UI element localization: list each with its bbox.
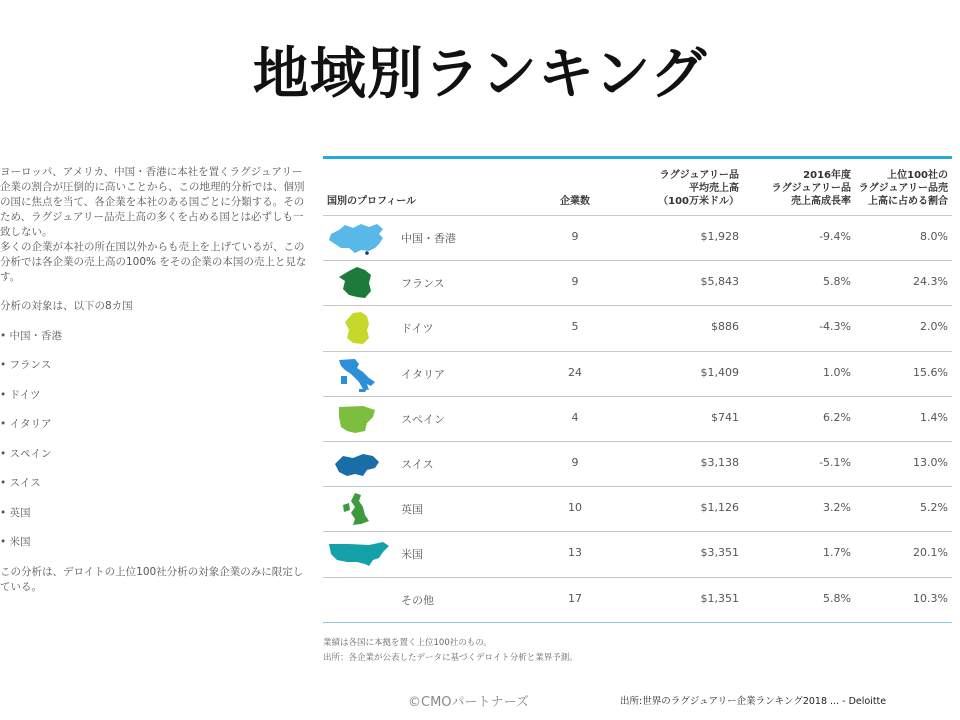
closing-note: この分析は、デロイトの上位100社分析の対象企業のみに限定している。	[0, 565, 304, 593]
country-table	[323, 156, 952, 623]
header-share: 上位100社の ラグジュアリー品売 上高に占める割合	[858, 170, 948, 207]
row-avg-sales: $886	[711, 320, 739, 334]
row-growth: 6.2%	[823, 410, 851, 424]
row-growth: 1.7%	[823, 546, 851, 560]
bullet-item: • スペイン	[0, 447, 310, 462]
row-avg-sales: $5,843	[700, 275, 739, 289]
bullet-item: • 米国	[0, 535, 310, 550]
row-share: 13.0%	[913, 455, 948, 469]
header-growth: 2016年度 ラグジュアリー品 売上高成長率	[771, 170, 851, 207]
row-count: 9	[571, 275, 579, 289]
table-row	[323, 442, 952, 487]
row-share: 1.4%	[920, 410, 948, 424]
spain-map-icon	[325, 401, 391, 437]
row-share: 5.2%	[920, 501, 948, 515]
row-avg-sales: $1,409	[700, 365, 739, 379]
row-count: 13	[568, 546, 582, 560]
table-row	[323, 306, 952, 351]
intro-paragraph-1: ヨーロッパ、アメリカ、中国・香港に本社を置くラグジュアリー企業の割合が圧倒的に高いことから、この地理的分析では、個別の国に焦点を当て、各企業を本社のある国ごとに分類する。そのため、ラグジュアリー品売上高の多くを占める国とは必ずしも一致しない。	[0, 166, 305, 238]
row-country: フランス	[401, 277, 445, 291]
bullet-item: • イタリア	[0, 417, 310, 432]
row-share: 24.3%	[913, 275, 948, 289]
row-count: 9	[571, 455, 579, 469]
row-avg-sales: $1,351	[700, 591, 739, 605]
row-count: 24	[568, 365, 582, 379]
row-country: 米国	[401, 548, 423, 562]
row-growth: 3.2%	[823, 501, 851, 515]
bullet-item: • ドイツ	[0, 388, 310, 403]
page-title: 地域別ランキング	[252, 42, 708, 107]
germany-map-icon	[325, 310, 391, 346]
row-count: 4	[571, 410, 579, 424]
uk-map-icon	[325, 491, 391, 527]
france-map-icon	[325, 265, 391, 301]
row-growth: 5.8%	[823, 275, 851, 289]
source-credit: 出所:世界のラグジュアリー企業ランキング2018 ... - Deloitte	[620, 696, 887, 707]
note-line: 業績は各国に本拠を置く上位100社のもの。	[323, 638, 492, 648]
table-row	[323, 397, 952, 442]
row-share: 8.0%	[920, 230, 948, 243]
row-avg-sales: $1,928	[700, 230, 739, 243]
row-count: 9	[571, 230, 579, 243]
row-country: ドイツ	[401, 322, 434, 336]
italy-map-icon	[325, 356, 391, 392]
intro-text	[0, 165, 310, 595]
row-country: スイス	[401, 457, 434, 471]
countries-heading: 分析の対象は、以下の8カ国	[0, 300, 133, 312]
row-avg-sales: $3,351	[700, 546, 739, 560]
usa-map-icon	[325, 536, 391, 572]
bullet-item: • 中国・香港	[0, 329, 310, 344]
row-share: 20.1%	[913, 546, 948, 560]
header-count: 企業数	[560, 196, 590, 207]
row-country: スペイン	[401, 412, 445, 426]
row-count: 5	[571, 320, 579, 334]
header-avg-sales: ラグジュアリー品 平均売上高 （100万米ドル）	[658, 170, 739, 207]
bullet-item: • フランス	[0, 358, 310, 373]
row-share: 10.3%	[913, 591, 948, 605]
table-header	[323, 159, 952, 216]
row-share: 15.6%	[913, 365, 948, 379]
row-count: 10	[568, 501, 582, 515]
row-country: 英国	[401, 503, 423, 517]
china-map-icon	[325, 220, 391, 256]
row-growth: 1.0%	[823, 365, 851, 379]
table-row	[323, 532, 952, 577]
header-profile: 国別のプロフィール	[327, 196, 416, 207]
row-growth: -5.1%	[819, 455, 851, 469]
row-count: 17	[568, 591, 582, 605]
row-country: イタリア	[401, 367, 445, 381]
table-row	[323, 216, 952, 261]
bullet-item: • 英国	[0, 506, 310, 521]
table-row	[323, 578, 952, 622]
table-notes	[323, 636, 578, 666]
switzerland-map-icon	[325, 446, 391, 482]
row-country: その他	[401, 593, 434, 607]
row-growth: 5.8%	[823, 591, 851, 605]
row-avg-sales: $1,126	[700, 501, 739, 515]
copyright: ©CMOパートナーズ	[408, 695, 529, 710]
row-growth: -4.3%	[819, 320, 851, 334]
row-avg-sales: $3,138	[700, 455, 739, 469]
row-share: 2.0%	[920, 320, 948, 334]
intro-paragraph-2: 多くの企業が本社の所在国以外からも売上を上げているが、この分析では各企業の売上高の100% をその企業の本国の売上と見なす。	[0, 241, 307, 283]
table-row	[323, 352, 952, 397]
table-bottom-rule	[323, 622, 952, 623]
row-avg-sales: $741	[711, 410, 739, 424]
row-country: 中国・香港	[401, 232, 456, 245]
row-growth: -9.4%	[819, 230, 851, 243]
table-row	[323, 487, 952, 532]
bullet-item: • スイス	[0, 476, 310, 491]
note-line: 出所：各企業が公表したデータに基づくデロイト分析と業界予測。	[323, 653, 578, 663]
table-row	[323, 261, 952, 306]
